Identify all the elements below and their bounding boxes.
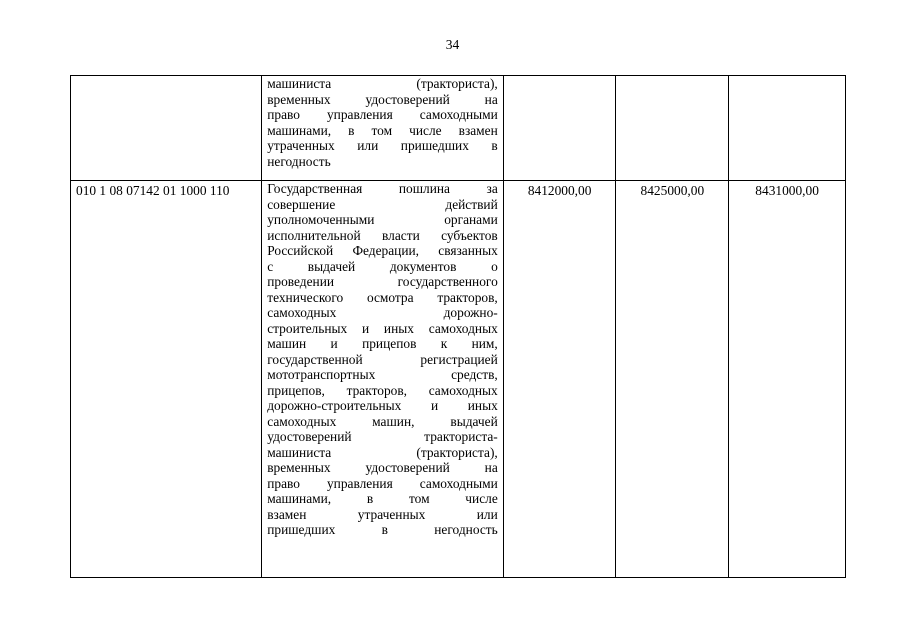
table-row <box>71 76 846 181</box>
name-line: уполномоченными органами <box>267 212 498 227</box>
name-line: машинами, в том числе взамен <box>267 122 498 138</box>
name-line: самоходных машин, выдачей <box>267 413 498 429</box>
name-line: строительных и иных самоходных <box>267 320 498 336</box>
revenue-name-cell <box>262 76 504 181</box>
budget-code-cell <box>71 76 262 181</box>
amount-year1-cell <box>503 76 616 181</box>
name-line: машин и прицепов к ним, <box>267 336 498 351</box>
amount-year2-cell: 8425000,00 <box>616 181 729 578</box>
amount-year3-cell <box>729 76 846 181</box>
name-line: Российской Федерации, связанных <box>267 243 498 258</box>
name-line: машинами, в том числе <box>267 491 498 506</box>
name-line: исполнительной власти субъектов <box>267 227 498 243</box>
name-line: Государственная пошлина за <box>267 181 498 196</box>
name-line: негодность <box>267 153 331 169</box>
name-line: прицепов, тракторов, самоходных <box>267 382 498 398</box>
name-line: взамен утраченных или <box>267 506 498 522</box>
name-line: право управления самоходными <box>267 107 498 122</box>
name-line: право управления самоходными <box>267 475 498 491</box>
name-line: самоходных дорожно- <box>267 305 498 320</box>
page-number: 34 <box>445 37 460 52</box>
name-line: дорожно-строительных и иных <box>267 398 498 413</box>
table-row <box>71 181 846 578</box>
name-line: утраченных или пришедших в <box>267 138 498 153</box>
name-line: временных удостоверений на <box>267 91 498 107</box>
name-line: пришедших в негодность <box>267 522 498 537</box>
name-line: машиниста (тракториста), <box>267 76 498 91</box>
revenue-name-cell <box>262 181 504 578</box>
budget-code-cell: 010 1 08 07142 01 1000 110 <box>71 181 262 578</box>
name-line: машиниста (тракториста), <box>267 444 498 460</box>
amount-year1-cell: 8412000,00 <box>503 181 616 578</box>
amount-year2-cell <box>616 76 729 181</box>
budget-revenue-table <box>70 75 846 578</box>
name-line: мототранспортных средств, <box>267 367 498 382</box>
name-line: государственной регистрацией <box>267 351 498 367</box>
name-line: с выдачей документов о <box>267 258 498 274</box>
name-line: удостоверений тракториста- <box>267 429 498 444</box>
name-line: совершение действий <box>267 196 498 212</box>
amount-year3-cell: 8431000,00 <box>729 181 846 578</box>
name-line: проведении государственного <box>267 274 498 289</box>
name-line: временных удостоверений на <box>267 460 498 475</box>
name-line: технического осмотра тракторов, <box>267 289 498 305</box>
